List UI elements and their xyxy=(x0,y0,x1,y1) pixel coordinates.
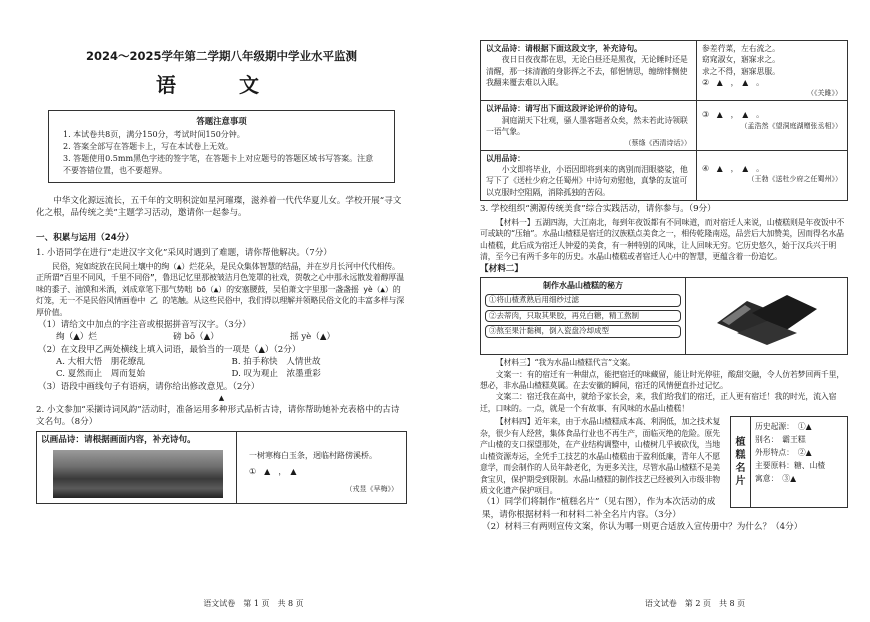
notice-item: 2. 答案全部写在答题卡上，写在本试卷上无效。 xyxy=(63,141,234,151)
question-3-sub2: （2）材料三有两则宣传文案，你认为哪一则更合适放入宣传册中？为什么？（4分） xyxy=(482,522,803,533)
material-4: 【材料四】近年来，由于水晶山楂糕成本高、利润低，加之技术复杂，很少有人经营，集体食品行业也不再生产，面临灭绝的危险。原先产山楂的支口探望那处，在产业结构调整中，山楂树几乎被砍伐，当地山楂资源寿运，全凭手工技艺的水晶山楂糕由于盈利低廉，青年人不愿意学，而会制作的人员年龄老化，为更多关注，尽管水晶山楂糕不是美食宝贝，保护期受到限制。水晶山楂糕的制作技艺已经被列入市级非物质文化遗产保护项目。 xyxy=(480,417,721,496)
poem-line: 一树寒梅白玉条，迥临村路傍溪桥。 xyxy=(249,451,377,461)
card-title: 植 糕 名 片 xyxy=(731,417,751,507)
row2-source: （蔡绦《西清诗话》） xyxy=(624,138,691,147)
row1-label: 以文品诗：请根据下面这段文字，补充诗句。 xyxy=(486,44,642,53)
recipe-steps xyxy=(481,278,686,354)
poem-table xyxy=(480,40,848,201)
row2-text-cell xyxy=(481,101,697,150)
page-right xyxy=(440,0,870,622)
card-line: 寓意： ③▲ xyxy=(755,473,797,483)
material-4-text xyxy=(480,416,726,521)
card-line: 主要原料：糖、山楂 xyxy=(755,460,826,470)
notice-box xyxy=(48,110,395,183)
blank-item: 磅 bō（▲） xyxy=(173,332,219,343)
notice-item: 1. 本试卷共8页，满分150分，考试时间150分钟。 xyxy=(63,129,245,139)
image-cell xyxy=(37,432,237,502)
question-1-options xyxy=(36,356,407,381)
question-1-passage: 民俗，宛如绽放在民间土壤中的绚（▲）烂花朵，是民众集体智慧的结晶，并在岁月长河中代代相传。正所谓“百里不同风，千里不同俗”，鲁迅记忆里那被皱洁月色笼罩的社戏，贺敬之心中那永远散发着醇厚温味的黍子、油馍和米酒，刘成章笔下那气势咄 bō（▲）的安塞腰鼓，吴伯萧文字里那一盏盏摇 yè（▲）的灯笼，无一不是民俗风情画卷中 乙 的笔触。从这些民俗中，我们得以理解并领略民俗文化的丰富多样与深厚价值。 xyxy=(36,261,405,318)
question-3: 3. 学校组织“溯源传统美食”综合实践活动，请你参与。（9分） xyxy=(480,204,716,215)
option-c: C. 夏然而止 周而复始 xyxy=(56,369,146,380)
row3-text: 小文即将毕业，小语因即将到来的离别而泪眼婆娑，他写下了《送杜少府之任蜀州》中诗句劝慰他，真挚的友谊可以克服时空阻隔，消除孤独的苦闷。 xyxy=(486,164,688,197)
answer-triangle: ▲ xyxy=(218,394,225,403)
card-line: 外形特点： ②▲ xyxy=(755,448,812,458)
row2-poem-cell xyxy=(697,101,847,150)
question-3-sub1: （1）同学们将制作“植糕名片”（见右图），作为本次活动的成果，请你根据材料一和材料二补全名片内容。（3分） xyxy=(482,497,716,520)
option-d: D. 叹为观止 浓墨重彩 xyxy=(231,369,321,380)
row3-text-cell xyxy=(481,151,697,201)
blank-item: 摇 yè（▲） xyxy=(290,332,336,343)
row2-text: 洞庭湖天下壮观，骚人墨客题者众矣，然未若此诗领联一语气象。 xyxy=(486,115,688,137)
row2-label: 以评品诗：请写出下面这段评论评价的诗句。 xyxy=(486,104,642,114)
poem-line: 窈窕淑女，寤寐求之。 xyxy=(702,55,780,65)
poem-blank: ③ ▲ ， ▲ 。 xyxy=(702,110,764,120)
notice-item: 3. 答题使用0.5mm黑色字迹的签字笔，在答题卡上对应题号的答题区域书写答案。注意不要答错位置，也不要超界。 xyxy=(63,153,374,175)
image-cell-label: 以画品诗：请根据画面内容，补充诗句。 xyxy=(41,435,196,446)
material-1: 【材料一】五湖四海，大江南北，每到年夜饭都有不同味道，而对宿迁人来说，山楂糕则是年夜饭中不可或缺的“压轴”。水晶山楂糕是宿迁的汉族糕点美食之一，相传乾隆南巡，品尝后大加赞美，因而得名水晶山楂糕，此后成为宿迁人钟爱的美食，有一种特别的风味，让人回味无穷。它历史悠久，始于汉兵兴于明清，至今已有两千多年的历史。水晶山楂糕或者宿迁人心中的智慧，更蕴含着一份追忆。 xyxy=(480,217,845,262)
card-line: 历史起源： ①▲ xyxy=(755,422,812,432)
subject-title: 语 文 xyxy=(156,72,287,97)
notice-title: 答题注意事项 xyxy=(196,115,247,126)
poem-image-table xyxy=(36,431,407,503)
row1-text-cell xyxy=(481,41,697,101)
poem-blank: ② ▲ ， ▲ 。 xyxy=(702,77,764,87)
material-4-area xyxy=(480,416,848,521)
card-body xyxy=(751,417,847,507)
question-1-sub3: （3）语段中画线句子有语病，请你给出修改意见。（2分） xyxy=(38,381,260,392)
hawthorn-name-card xyxy=(730,416,848,508)
poem-source: （孟浩然《望洞庭湖赠张丞相》） xyxy=(740,121,842,130)
poem-source: （《关雎》） xyxy=(807,89,842,98)
row3-label: 以用品诗： xyxy=(486,153,525,163)
card-line: 别名： 霸王糕 xyxy=(755,435,806,445)
question-2: 2. 小文参加“采撷诗词风韵”活动时，准备运用多种形式品析古诗，请你帮助她补充表格中的古诗文名句。（8分） xyxy=(36,404,400,427)
recipe-step: ③熬至果汁黏稠，倒入瓷盘冷却成型 xyxy=(485,325,681,338)
poem-line: 参差荇菜，左右流之。 xyxy=(702,44,780,53)
recipe-step: ②去蒂肉，只取其果胶，再兑白糖，精工熬制 xyxy=(485,310,681,323)
blank-item: 绚（▲）烂 xyxy=(56,332,97,343)
page-footer: 语文试卷 第 1 页 共 8 页 xyxy=(203,599,304,609)
recipe-title: 制作水晶山楂糕的秘方 xyxy=(543,280,623,291)
question-1-blanks xyxy=(36,331,407,343)
row1-poem-cell xyxy=(697,41,847,101)
recipe-step: ①将山楂煮熟后用细纱过滤 xyxy=(485,294,681,307)
poem-cell xyxy=(237,432,406,502)
poem-blank: ④ ▲ ， ▲ 。 xyxy=(702,163,764,173)
exam-title: 2024～2025学年第二学期八年级期中学业水平监测 xyxy=(85,49,357,63)
hawthorn-cake-photo xyxy=(686,278,847,354)
poem-line: 求之不得，寤寐思服。 xyxy=(702,66,780,76)
ad-copy-1: 文案一：有的宿迁有一种甜点，能把宿迁的味藏留，能让时光停驻，酸甜交融，令人仿若梦回两千里，想必，非水晶山楂糕莫属。在去安徽的瞬间，宿迁的风情便直扑过记忆。 xyxy=(480,369,845,390)
poem-source: （戎昱《早梅》） xyxy=(345,484,398,493)
question-1-sub1: （1）请给文中加点的字注音或根据拼音写汉字。（3分） xyxy=(38,319,251,330)
plum-tree-photo xyxy=(53,450,223,498)
page-footer: 语文试卷 第 2 页 共 8 页 xyxy=(644,599,746,609)
poem-blank: ① ▲ ， ▲ xyxy=(249,467,305,476)
recipe-box xyxy=(480,277,848,355)
material-2-label: 【材料二】 xyxy=(480,263,523,274)
row1-text: 夜日日夜夜都在思，无论白昼还是黑夜，无论睡时还是清醒，那一抹清澈的身影挥之不去，郁悒情思，缠绵悱恻使我翻来覆去难以入眠。 xyxy=(486,55,688,88)
question-1: 1. 小语同学在进行“走进汉字文化”采风时遇到了难题，请你帮他解决。（7分） xyxy=(36,248,332,259)
option-a: A. 大相大悟 朋花缭乱 xyxy=(56,357,146,367)
intro-text: 中华文化源远流长，五千年的文明积淀如星河璀璨，滋养着一代代华夏儿女。学校开展“寻文化之根，品传统之美”主题学习活动，邀请你一起参与。 xyxy=(36,195,402,219)
row3-poem-cell xyxy=(697,151,847,201)
option-b: B. 拍手称快 人情世故 xyxy=(231,357,321,367)
question-1-sub2: （2）在文段甲乙两处横线上填入词语，最恰当的一项是（▲）（2分） xyxy=(38,344,301,355)
section-heading: 一、积累与运用（24分） xyxy=(36,232,134,243)
ad-copy-2: 文案二：宿迁我在高中，就给予家长会，来，我们给我们的宿迁，正人更有宿迁！我的时光，流入宿迁，口味的。一点，就是一个有故事、有风味的水晶山楂糕！ xyxy=(480,392,837,413)
poem-source: （王勃《送杜少府之任蜀州》） xyxy=(747,174,842,183)
material-3: 【材料三】“我为水晶山楂糕代言”文案。 xyxy=(495,358,636,368)
